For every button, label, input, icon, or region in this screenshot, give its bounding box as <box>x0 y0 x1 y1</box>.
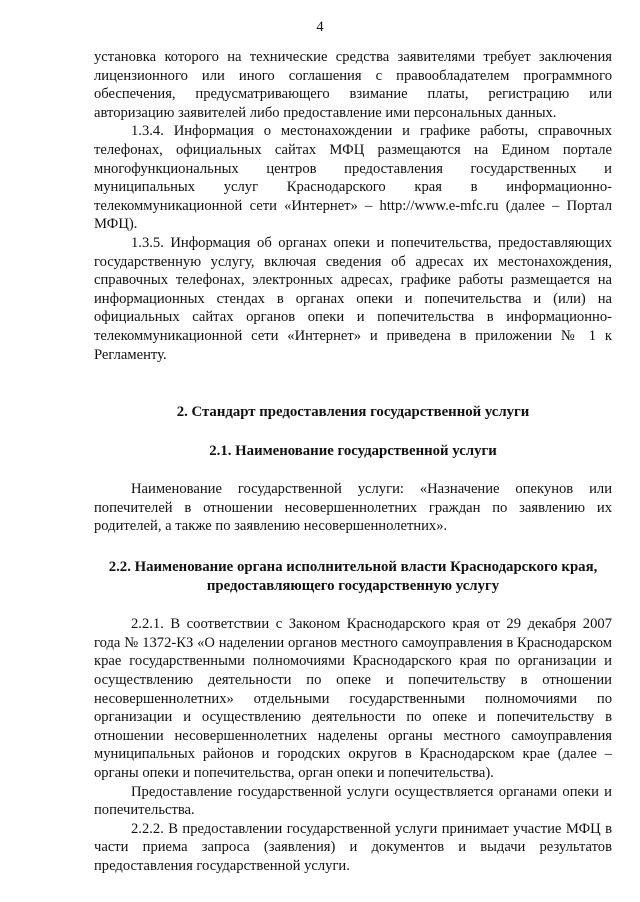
paragraph-continuation: установка которого на технические средства заявителями требует заключения лицензионного или иного соглашения с правообладателем программного обеспечения, предусматривающего взимание платы, регистрацию или авторизацию заявителей либо предоставление ими персональных данных. <box>94 49 612 121</box>
spacer <box>94 536 612 558</box>
spacer <box>94 422 612 442</box>
subsection-2-2-heading-line1: 2.2. Наименование органа исполнительной власти Краснодарского края, <box>108 559 598 576</box>
page-content <box>94 48 612 876</box>
subsection-2-2-heading-line2: предоставляющего государственную услугу <box>206 577 500 594</box>
spacer <box>94 460 612 480</box>
paragraph-service-provision: Предоставление государственной услуги осуществляется органами опеки и попечительства. <box>94 783 612 819</box>
paragraph-2-2-2: 2.2.2. В предоставлении государственной услуги принимает участие МФЦ в части приема запроса (заявления) и документов и выдачи результатов предоставления государственной услуги. <box>94 820 612 874</box>
paragraph-2-2-1: 2.2.1. В соответствии с Законом Краснодарского края от 29 декабря 2007 года № 1372-КЗ «О наделении органов местного самоуправления в Краснодарском крае государственными полномочиями Краснодарского края по организации и осуществлению деятельности по опеке и попечительству в отношении несовершеннолетних» отдельными государственными полномочиями по организации и осуществлению деятельности по опеке и попечительству в отношении несовершеннолетних наделены органы местного самоуправления муниципальных районов и городских округов в Краснодарском крае (далее – органы опеки и попечительства, орган опеки и попечительства). <box>94 616 612 781</box>
subsection-2-2-heading <box>94 558 612 595</box>
subsection-2-1-heading: 2.1. Наименование государственной услуги <box>209 442 497 459</box>
section-2-heading: 2. Стандарт предоставления государственной услуги <box>176 404 530 421</box>
page-number: 4 <box>316 19 324 35</box>
paragraph-1-3-5: 1.3.5. Информация об органах опеки и попечительства, предоставляющих государственную услугу, включая сведения об адресах их местонахождения, справочных телефонах, электронных адресах, графике работы размещается на информационных стендах в органах опеки и попечительства и (или) на официальных сайтах органов опеки и попечительства в информационно-телекоммуникационной сети «Интернет» и приведена в приложении № 1 к Регламенту. <box>94 234 612 363</box>
spacer <box>94 595 612 615</box>
paragraph-service-name: Наименование государственной услуги: «Назначение опекунов или попечителей в отношении несовершеннолетних граждан по заявлению их родителей, а также по заявлению несовершеннолетних». <box>94 481 612 535</box>
spacer <box>94 364 612 403</box>
paragraph-1-3-4: 1.3.4. Информация о местонахождении и графике работы, справочных телефонах, официальных сайтах МФЦ размещаются на Едином портале многофункциональных центров предоставления государственных и муниципальных услуг Краснодарского края в информационно-телекоммуникационной сети «Интернет» – http://www.e-mfc.ru (далее – Портал МФЦ). <box>94 123 612 233</box>
